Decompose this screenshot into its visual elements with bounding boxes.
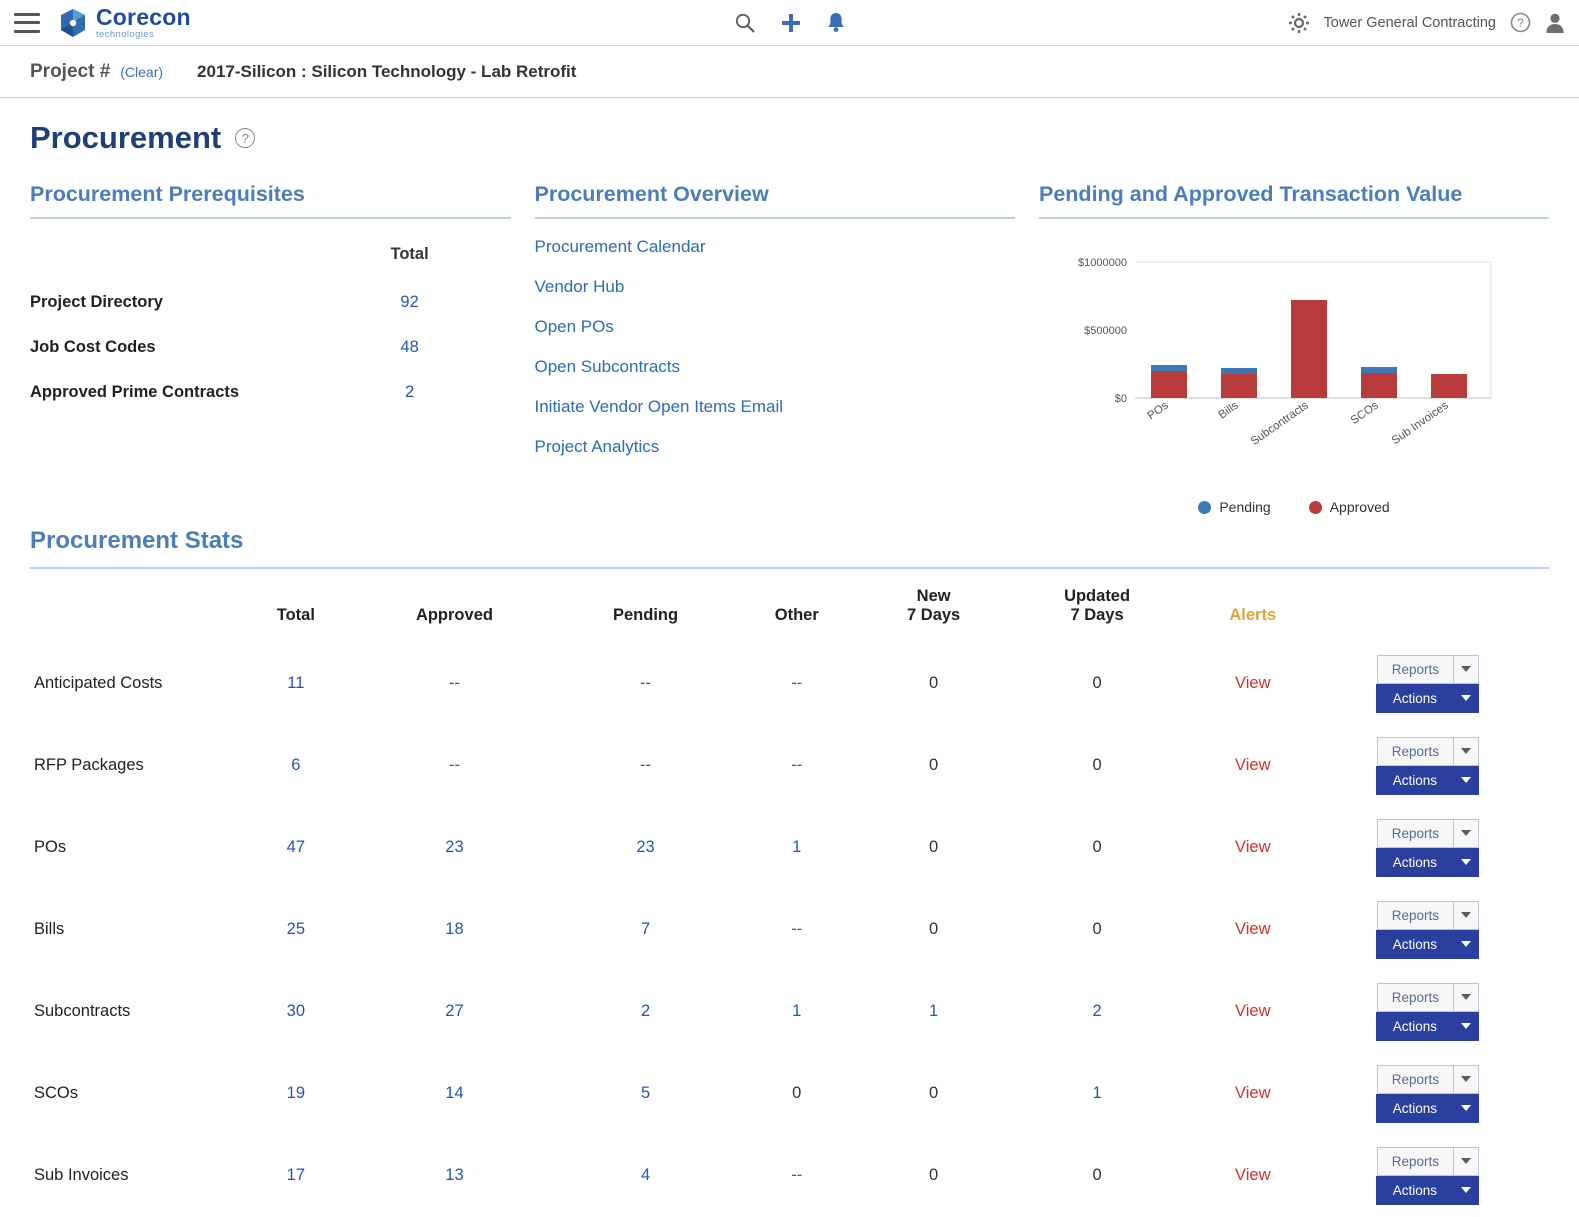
stats-row-name: POs [34,838,67,857]
prereq-blank-header [30,237,309,280]
reports-dropdown-caret-icon[interactable] [1453,983,1479,1012]
overview-panel [535,182,1040,493]
table-row [30,971,1549,1053]
actions-dropdown-caret-icon[interactable] [1453,848,1479,877]
reports-dropdown-caret-icon[interactable] [1453,1147,1479,1176]
bar-pending-pos [1151,365,1187,371]
stats-cell-pending[interactable]: 7 [640,920,651,939]
reports-button[interactable]: Reports [1377,983,1453,1012]
actions-button[interactable]: Actions [1376,1176,1453,1205]
reports-button[interactable]: Reports [1377,819,1453,848]
top-right-actions [1288,12,1565,34]
stats-header-alerts: Alerts [1229,605,1277,624]
project-label: Project # [30,60,111,82]
actions-button[interactable]: Actions [1376,684,1453,713]
bar-approved-pos [1151,371,1187,398]
x-tick-label-subcontracts: Subcontracts [1248,399,1311,448]
prereq-name: Project Directory [30,293,163,311]
stats-row-name: Bills [34,920,65,939]
actions-dropdown-caret-icon[interactable] [1453,930,1479,959]
table-row [30,370,511,415]
stats-cell-total[interactable]: 30 [286,1002,306,1021]
table-row [30,807,1549,889]
stats-cell-buttons [1319,1053,1549,1135]
stats-cell-approved[interactable]: 18 [445,920,464,939]
stats-header-updated-7-days [1008,573,1187,643]
bar-approved-subcontracts [1291,300,1327,398]
stats-cell-other[interactable]: 1 [792,1002,802,1021]
reports-dropdown-caret-icon[interactable] [1453,819,1479,848]
svg-text:?: ? [1517,16,1524,30]
prerequisites-table [30,237,511,415]
stats-cell-updated7: 0 [1092,838,1102,857]
stats-cell-alert-view[interactable]: View [1235,756,1271,775]
stats-cell-approved[interactable]: 23 [445,838,464,857]
stats-cell-approved: -- [448,674,460,693]
help-icon[interactable] [1510,12,1531,33]
stats-cell-other: -- [791,674,803,693]
stats-cell-pending[interactable]: 5 [640,1084,651,1103]
overview-link-open-subcontracts[interactable]: Open Subcontracts [534,357,681,376]
stats-header-other: Other [774,605,819,624]
x-tick-label-scos: SCOs [1348,399,1381,428]
stats-cell-approved: -- [448,756,460,775]
prerequisites-title: Procurement Prerequisites [30,182,511,219]
actions-button[interactable]: Actions [1376,848,1453,877]
chart-svg [1039,243,1549,493]
reports-button[interactable]: Reports [1377,1147,1453,1176]
actions-dropdown-caret-icon[interactable] [1453,766,1479,795]
stats-cell-total[interactable]: 17 [286,1166,306,1185]
reports-button-group[interactable] [1377,819,1479,848]
stats-cell-total[interactable]: 19 [286,1084,306,1103]
stats-cell-updated7: 0 [1092,1166,1102,1185]
page-title: Procurement [30,120,222,155]
stats-cell-alert-view[interactable]: View [1235,838,1271,857]
legend-label-approved: Approved [1329,499,1390,515]
reports-button-group[interactable] [1377,655,1479,684]
actions-button[interactable]: Actions [1376,930,1453,959]
stats-row-name: RFP Packages [34,756,144,775]
bar-group-bills [1221,368,1257,398]
y-tick-label-500000: $500000 [1084,325,1127,337]
table-row [30,643,1549,725]
stats-cell-buttons [1319,1135,1549,1217]
legend-item-approved[interactable] [1309,499,1390,515]
stats-header-new-7-days [860,573,1008,643]
reports-dropdown-caret-icon[interactable] [1453,1065,1479,1094]
prereq-name: Job Cost Codes [30,338,156,356]
procurement-stats-title: Procurement Stats [30,527,1549,569]
stats-header-new-line1: New [916,587,951,605]
reports-button-group[interactable] [1377,737,1479,766]
table-row [30,725,1549,807]
stats-cell-new7: 0 [929,838,939,857]
hamburger-icon[interactable] [14,13,40,33]
stats-cell-updated7[interactable]: 1 [1092,1084,1102,1103]
legend-dot-pending [1198,501,1211,514]
prereq-total-header: Total [390,245,429,263]
search-icon[interactable] [733,11,757,35]
table-header-row [30,237,511,280]
bar-group-scos [1361,367,1397,398]
bar-pending-scos [1361,367,1397,373]
stats-cell-alert-view[interactable]: View [1235,920,1271,939]
stats-cell-buttons [1319,889,1549,971]
actions-button[interactable]: Actions [1376,1012,1453,1041]
corecon-logo-icon [58,8,88,38]
table-row [30,280,511,325]
stats-cell-buttons [1319,971,1549,1053]
stats-header-rowname [30,573,240,643]
bar-group-sub-invoices [1431,374,1467,398]
stats-cell-pending[interactable]: 23 [636,838,655,857]
dashboard-columns [30,182,1549,515]
stats-cell-alert-view[interactable]: View [1235,1002,1271,1021]
stats-cell-pending[interactable]: 4 [640,1166,651,1185]
plus-icon[interactable] [779,11,803,35]
stats-cell-new7: 0 [929,920,939,939]
actions-button-group[interactable] [1376,766,1479,795]
bar-approved-bills [1221,374,1257,398]
stats-cell-other: 0 [792,1084,802,1103]
selected-project[interactable]: 2017-Silicon : Silicon Technology - Lab Retrofit [197,61,577,81]
prereq-total[interactable]: 92 [400,293,419,311]
prereq-name: Approved Prime Contracts [30,383,240,401]
stats-cell-total[interactable]: 25 [286,920,306,939]
stats-cell-approved[interactable]: 13 [445,1166,464,1185]
page-header [30,120,1549,156]
app-logo[interactable] [58,3,191,40]
reports-button-group[interactable] [1377,901,1479,930]
table-row [30,325,511,370]
bar-group-subcontracts [1291,300,1327,398]
stats-cell-new7: 0 [929,1084,939,1103]
reports-dropdown-caret-icon[interactable] [1453,901,1479,930]
actions-button-group[interactable] [1376,1094,1479,1123]
stats-cell-total[interactable]: 11 [287,674,305,693]
stats-cell-approved[interactable]: 27 [445,1002,464,1021]
table-row [30,1053,1549,1135]
stats-header-total: Total [276,605,315,624]
page-body [0,98,1579,1217]
stats-cell-new7: 0 [929,1166,939,1185]
actions-button-group[interactable] [1376,930,1479,959]
actions-dropdown-caret-icon[interactable] [1453,684,1479,713]
reports-dropdown-caret-icon[interactable] [1453,655,1479,684]
stats-cell-other: -- [791,756,803,775]
stats-cell-new7: 0 [929,756,939,775]
actions-button-group[interactable] [1376,684,1479,713]
bar-group-pos [1151,365,1187,398]
actions-button-group[interactable] [1376,848,1479,877]
stats-cell-updated7[interactable]: 2 [1092,1002,1102,1021]
actions-dropdown-caret-icon[interactable] [1453,1012,1479,1041]
stats-cell-total[interactable]: 47 [286,838,306,857]
bell-icon[interactable] [825,11,847,35]
stats-cell-other: -- [791,1166,803,1185]
overview-link-vendor-hub[interactable]: Vendor Hub [534,277,625,296]
reports-button[interactable]: Reports [1377,901,1453,930]
stats-cell-new7: 0 [929,674,939,693]
overview-link-vendor-open-items-email[interactable]: Initiate Vendor Open Items Email [534,397,784,416]
overview-link-project-analytics[interactable]: Project Analytics [534,437,660,456]
reports-button-group[interactable] [1377,1147,1479,1176]
stats-cell-alert-view[interactable]: View [1235,1166,1271,1185]
company-name: Tower General Contracting [1323,14,1496,31]
project-selector-bar [0,46,1579,98]
overview-title: Procurement Overview [535,182,1016,219]
actions-button[interactable]: Actions [1376,1094,1453,1123]
actions-dropdown-caret-icon[interactable] [1453,1176,1479,1205]
procurement-stats-table [30,573,1549,1217]
stats-row-name: Sub Invoices [34,1166,129,1185]
reports-button[interactable]: Reports [1377,737,1453,766]
prereq-total[interactable]: 2 [405,383,415,401]
stats-cell-alert-view[interactable]: View [1235,1084,1271,1103]
logo-name: Corecon [96,3,191,30]
reports-dropdown-caret-icon[interactable] [1453,737,1479,766]
reports-button[interactable]: Reports [1377,655,1453,684]
stats-cell-new7[interactable]: 1 [929,1002,939,1021]
actions-dropdown-caret-icon[interactable] [1453,1094,1479,1123]
stats-row-name: Anticipated Costs [34,674,163,693]
stats-header-new-line2: 7 Days [907,605,961,624]
stats-cell-total[interactable]: 6 [291,756,301,775]
stats-cell-pending[interactable]: 2 [640,1002,651,1021]
chart-title: Pending and Approved Transaction Value [1039,182,1549,219]
chart-legend [1039,499,1549,515]
bar-approved-scos [1361,373,1397,398]
stats-cell-buttons [1319,725,1549,807]
stats-header-pending: Pending [613,605,679,624]
x-tick-label-bills: Bills [1216,399,1241,422]
user-icon[interactable] [1545,12,1565,34]
stats-header-actions [1319,573,1549,643]
page-help-icon[interactable]: ? [235,128,255,148]
stats-header-updated-line2: 7 Days [1070,605,1124,624]
overview-links [535,237,1016,457]
stats-row-name: SCOs [34,1084,79,1103]
transaction-value-panel [1039,182,1549,515]
stats-cell-updated7: 0 [1092,674,1102,693]
overview-link-open-pos[interactable]: Open POs [534,317,614,336]
prereq-total[interactable]: 48 [400,338,419,356]
x-tick-label-pos: POs [1145,399,1171,423]
stats-cell-updated7: 0 [1092,920,1102,939]
stats-cell-updated7: 0 [1092,756,1102,775]
stats-cell-buttons [1319,807,1549,889]
stats-cell-other: -- [791,920,803,939]
overview-link-procurement-calendar[interactable]: Procurement Calendar [534,237,706,256]
actions-button[interactable]: Actions [1376,766,1453,795]
bar-approved-sub-invoices [1431,374,1467,398]
top-navigation-bar [0,0,1579,46]
table-row [30,1135,1549,1217]
transaction-value-chart [1039,243,1549,515]
stats-header-updated-line1: Updated [1064,587,1131,605]
legend-label-pending: Pending [1219,499,1271,515]
top-center-actions [733,11,847,35]
legend-dot-approved [1309,501,1322,514]
reports-button-group[interactable] [1377,983,1479,1012]
y-tick-label-0: $0 [1114,393,1127,405]
reports-button[interactable]: Reports [1377,1065,1453,1094]
reports-button-group[interactable] [1377,1065,1479,1094]
gear-icon[interactable] [1288,12,1310,34]
y-tick-label-1000000: $1000000 [1078,257,1127,269]
actions-button-group[interactable] [1376,1012,1479,1041]
stats-cell-approved[interactable]: 14 [445,1084,464,1103]
stats-cell-buttons [1319,643,1549,725]
bar-pending-bills [1221,368,1257,374]
clear-project-link[interactable]: (Clear) [120,63,164,80]
legend-item-pending[interactable] [1198,499,1270,515]
stats-cell-pending: -- [640,674,652,693]
actions-button-group[interactable] [1376,1176,1479,1205]
stats-row-name: Subcontracts [34,1002,131,1021]
stats-cell-pending: -- [640,756,652,775]
prerequisites-panel [30,182,535,493]
table-row [30,889,1549,971]
x-tick-label-sub-invoices: Sub Invoices [1389,399,1451,448]
stats-header-row [30,573,1549,643]
logo-subtitle: technologies [96,28,155,40]
stats-header-approved: Approved [415,605,493,624]
stats-cell-other[interactable]: 1 [792,838,802,857]
stats-cell-alert-view[interactable]: View [1235,674,1271,693]
